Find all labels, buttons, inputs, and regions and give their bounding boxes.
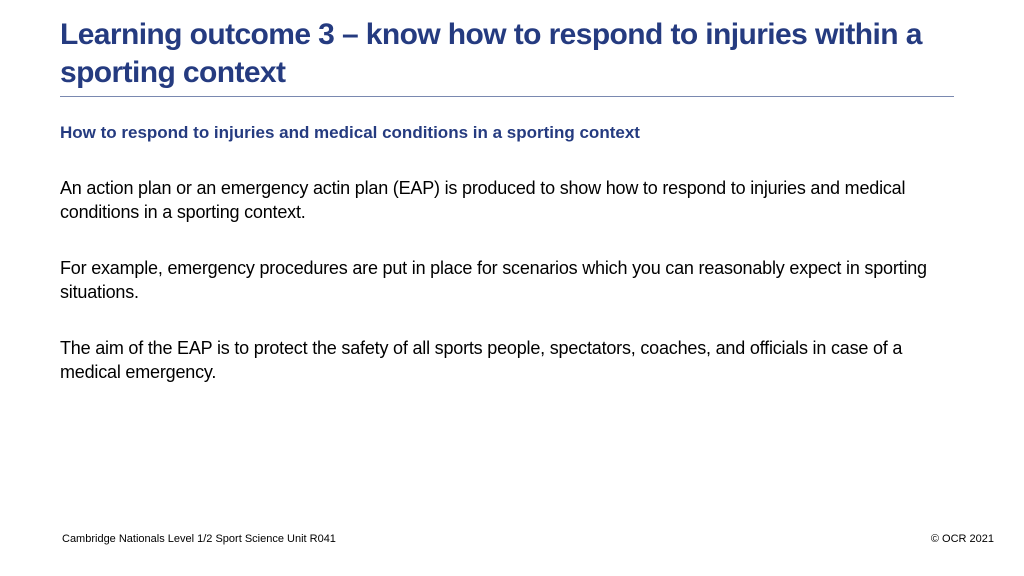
footer-copyright: © OCR 2021: [930, 533, 994, 545]
footer-course-label: Cambridge Nationals Level 1/2 Sport Science Unit R041: [62, 533, 336, 545]
body-paragraph-2: For example, emergency procedures are put in place for scenarios which you can reasonably expect in sporting situations.: [60, 258, 927, 302]
slide-title: Learning outcome 3 – know how to respond to injuries within a sporting context: [60, 18, 922, 89]
body-paragraph-1: An action plan or an emergency actin plan (EAP) is produced to show how to respond to injuries and medical conditions in a sporting context.: [60, 178, 906, 222]
title-divider: [60, 96, 954, 97]
slide-subheading: How to respond to injuries and medical conditions in a sporting context: [60, 123, 640, 142]
body-paragraph-3: The aim of the EAP is to protect the safety of all sports people, spectators, coaches, and officials in case of a medical emergency.: [60, 338, 903, 382]
